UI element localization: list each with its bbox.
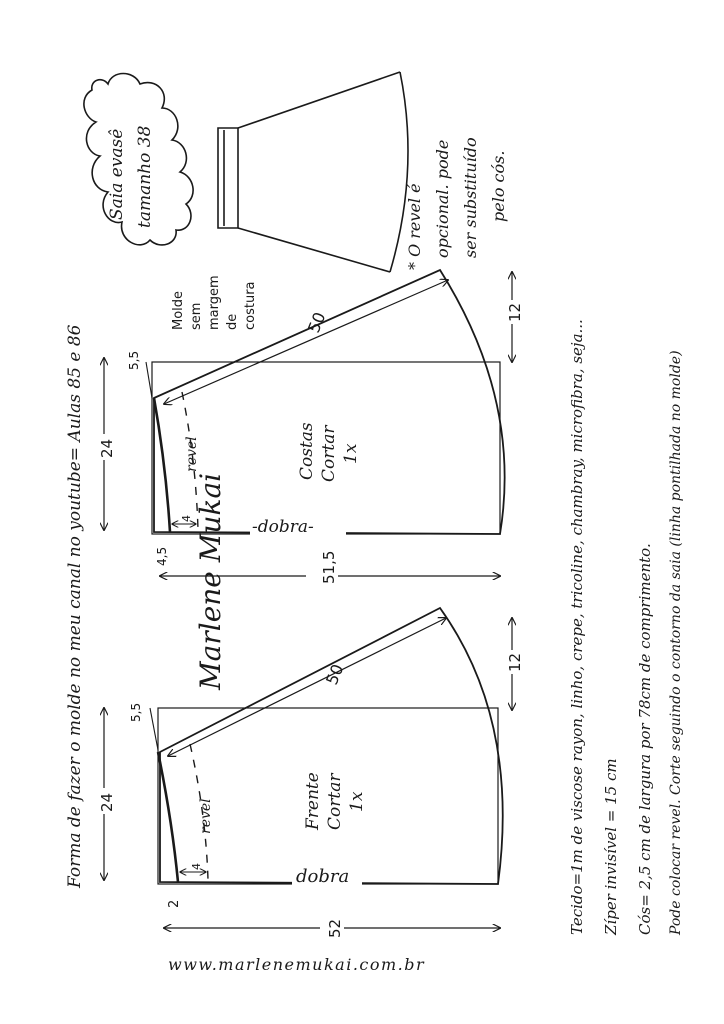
front-name: Frente [303, 772, 323, 830]
back-hem-rise: 12 [506, 302, 524, 322]
front-hem-rise: 12 [506, 652, 524, 672]
title-cloud [84, 74, 193, 245]
svg-text:margem: margem [207, 275, 222, 330]
pattern-note [171, 275, 258, 330]
back-revel-label: revel [184, 436, 200, 472]
back-hem-width: 51,5 [320, 550, 338, 584]
front-qty: 1x [347, 791, 367, 812]
waistband-note-2: Pode colocar revel. Corte seguindo o contorno da saia (linha pontilhada no molde) [668, 350, 684, 935]
svg-text:opcional. pode: opcional. pode [433, 139, 452, 258]
back-qty: 1x [341, 443, 361, 464]
front-fold-label: dobra [296, 866, 350, 887]
front-top-drop: 5,5 [129, 702, 143, 722]
back-name: Costas [297, 422, 317, 480]
svg-text:ser substituído: ser substituído [461, 137, 480, 258]
materials-notes [568, 319, 684, 936]
revel-note [405, 137, 508, 270]
front-hem-width: 52 [326, 918, 344, 938]
svg-text:pelo cós.: pelo cós. [489, 150, 508, 222]
svg-text:costura: costura [243, 281, 258, 330]
front-width-label: 24 [98, 792, 116, 812]
back-fold-label: -dobra- [252, 517, 314, 537]
back-waist-drop: 4,5 [155, 546, 169, 566]
front-seam-length: 50 [322, 661, 348, 688]
signature: Marlene Mukai [194, 472, 227, 690]
back-piece [96, 270, 524, 588]
back-seam-length: 50 [304, 309, 330, 336]
zipper-note: Zíper invisível = 15 cm [602, 758, 620, 935]
svg-text:de: de [225, 313, 240, 330]
back-facing-depth: 4 [180, 515, 193, 522]
front-revel-label: revel [198, 798, 214, 834]
front-cut: Cortar [325, 773, 345, 830]
title-line-2: tamanho 38 [135, 125, 155, 228]
svg-text:Molde: Molde [171, 290, 186, 330]
skirt-sketch [218, 72, 408, 272]
youtube-note: Forma de fazer o molde no meu canal no youtube= Aulas 85 e 86 [65, 324, 85, 888]
front-facing-depth: 4 [190, 863, 203, 870]
svg-text:* O revel é: * O revel é [405, 183, 424, 270]
front-piece [96, 608, 524, 940]
back-top-drop: 5,5 [127, 350, 141, 370]
title-line-1: Saia evasê [107, 128, 127, 220]
back-width-label: 24 [98, 438, 116, 458]
website: www.marlenemukai.com.br [168, 955, 426, 974]
front-waist-drop: 2 [167, 899, 182, 908]
back-cut: Cortar [319, 425, 339, 482]
svg-text:sem: sem [189, 302, 204, 330]
fabric-note: Tecido=1m de viscose rayon, linho, crepe, tricoline, chambray, microfibra, seja... [568, 319, 586, 935]
waistband-note-1: Cós= 2,5 cm de largura por 78cm de comprimento. [636, 543, 654, 935]
